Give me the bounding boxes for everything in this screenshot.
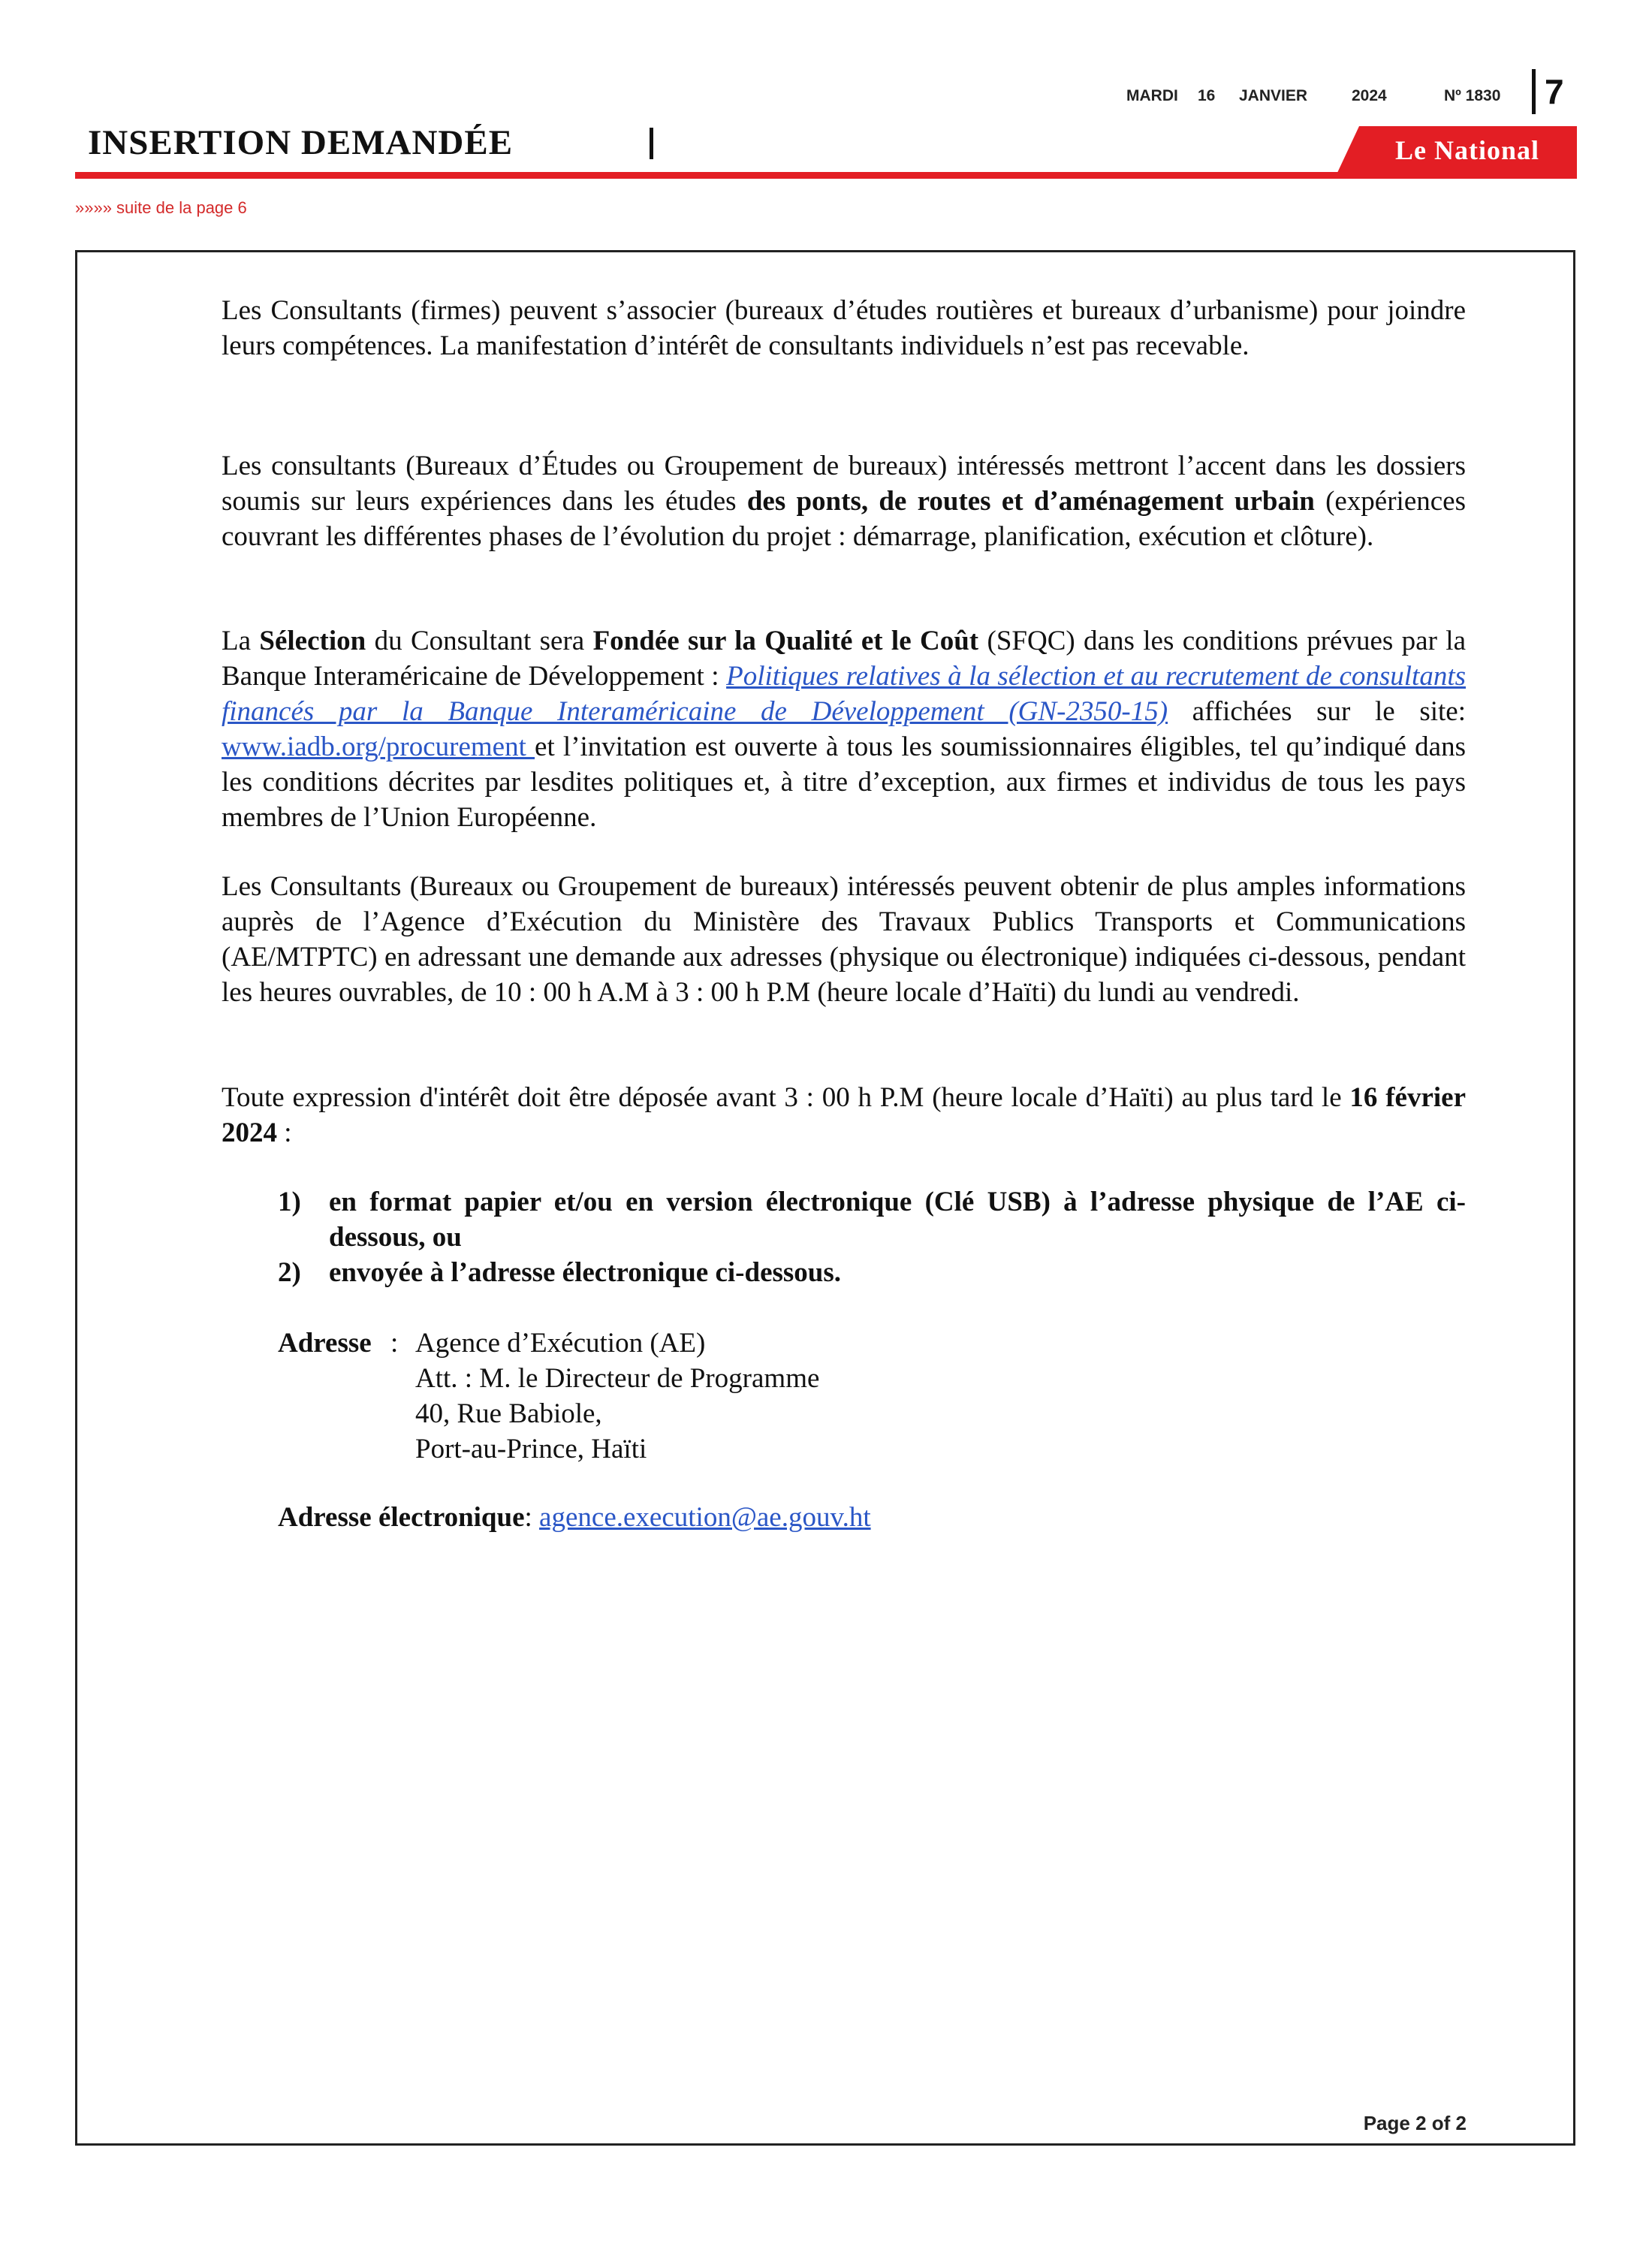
header-rule: [75, 172, 1577, 179]
issue-date-number: 16: [1198, 87, 1216, 104]
brand-logo-text: Le National: [1394, 135, 1539, 165]
page-number: 7: [1532, 69, 1590, 114]
address-separator: :: [390, 1328, 399, 1359]
bold-span: des ponts, de routes et d’aménagement urbain: [746, 486, 1315, 517]
email-colon: :: [524, 1502, 540, 1533]
issue-year: 2024: [1352, 87, 1387, 104]
address-line: Agence d’Exécution (AE): [415, 1328, 706, 1359]
text-span: La: [222, 626, 260, 656]
address-line: 40, Rue Babiole,: [415, 1398, 602, 1429]
paragraph-consortium: Les Consultants (firmes) peuvent s’associer (bureaux d’études routières et bureaux d’urbanisme) pour joindre leurs compétences. La manifestation d’intérêt de consultants individuels n’est pas recevable.: [222, 295, 1466, 361]
bold-span: 16 février 2024: [222, 1082, 1466, 1148]
paragraph-information: Les Consultants (Bureaux ou Groupement de bureaux) intéressés peuvent obtenir de plus amples informations auprès de l’Agence d’Exécution du Ministère des Travaux Publics Transports et Communications (AE/MTPTC) en adressant une demande aux adresses (physique ou électronique) indiquées ci-dessous, pendant les heures ouvrables, de 10 : 00 h A.M à 3 : 00 h P.M (heure locale d’Haïti) du lundi au vendredi.: [222, 871, 1466, 1008]
section-title: INSERTION DEMANDÉE: [88, 123, 514, 162]
paragraph-deadline: [222, 1080, 1466, 1151]
address-row: [278, 1431, 1179, 1467]
address-row: [278, 1396, 1179, 1431]
postal-address: [278, 1326, 1179, 1467]
paragraph-selection: [222, 623, 1466, 835]
list-item: [278, 1255, 1466, 1290]
text-span: Les consultants (Bureaux d’Études ou Groupement de bureaux) intéressés mettront l’accent dans les dossiers soumis sur leurs expériences dans les études: [222, 451, 1466, 517]
submission-list: [278, 1184, 1466, 1290]
text-span: du Consultant sera: [366, 626, 593, 656]
email-line: [278, 1500, 1329, 1535]
continued-from: »»»» suite de la page 6: [75, 198, 247, 217]
list-item: [278, 1184, 1466, 1255]
list-number: 1): [278, 1187, 301, 1217]
procurement-link[interactable]: www.iadb.org/procurement: [222, 731, 535, 762]
address-row: [278, 1326, 1179, 1361]
bold-span: Sélection: [259, 626, 366, 656]
issue-number: Nº 1830: [1444, 87, 1501, 104]
text-span: (SFQC) dans les conditions prévues par la Banque Interaméricaine de Développement :: [222, 626, 1466, 692]
bold-span: Fondée sur la Qualité et le Coût: [592, 626, 979, 656]
address-line: Att. : M. le Directeur de Programme: [415, 1363, 820, 1394]
policy-link[interactable]: Politiques relatives à la sélection et au recrutement de consultants financés par la Banque Interaméricaine de Développement (GN-2350-15): [222, 661, 1467, 727]
text-span: et l’invitation est ouverte à tous les soumissionnaires éligibles, tel qu’indiqué dans les conditions décrites par lesdites politiques et, à titre d’exception, aux firmes et individus de tous les pays membres de l’Union Européenne.: [222, 731, 1466, 833]
issue-meta: [1126, 83, 1517, 113]
page-footer: Page 2 of 2: [1363, 2112, 1467, 2134]
address-label: Adresse: [278, 1328, 372, 1359]
text-span: (expériences couvrant les différentes phases de l’évolution du projet : démarrage, planification, exécution et clôture).: [222, 486, 1466, 552]
email-label: Adresse électronique: [278, 1502, 525, 1533]
title-divider: [650, 128, 653, 159]
text-span: affichées sur le site:: [1168, 696, 1466, 727]
issue-month: JANVIER: [1239, 87, 1308, 104]
address-row: [278, 1361, 1179, 1396]
text-span: Toute expression d'intérêt doit être déposée avant 3 : 00 h P.M (heure locale d’Haïti) au plus tard le: [222, 1082, 1350, 1113]
list-text: envoyée à l’adresse électronique ci-dessous.: [329, 1257, 842, 1288]
list-text: en format papier et/ou en version électronique (Clé USB) à l’adresse physique de l’AE ci-dessous, ou: [329, 1187, 1466, 1253]
text-span: :: [277, 1117, 292, 1148]
list-number: 2): [278, 1257, 301, 1288]
address-line: Port-au-Prince, Haïti: [415, 1434, 647, 1464]
issue-day: MARDI: [1126, 87, 1178, 104]
paragraph-experience: [222, 448, 1466, 554]
email-link[interactable]: agence.execution@ae.gouv.ht: [539, 1502, 871, 1533]
